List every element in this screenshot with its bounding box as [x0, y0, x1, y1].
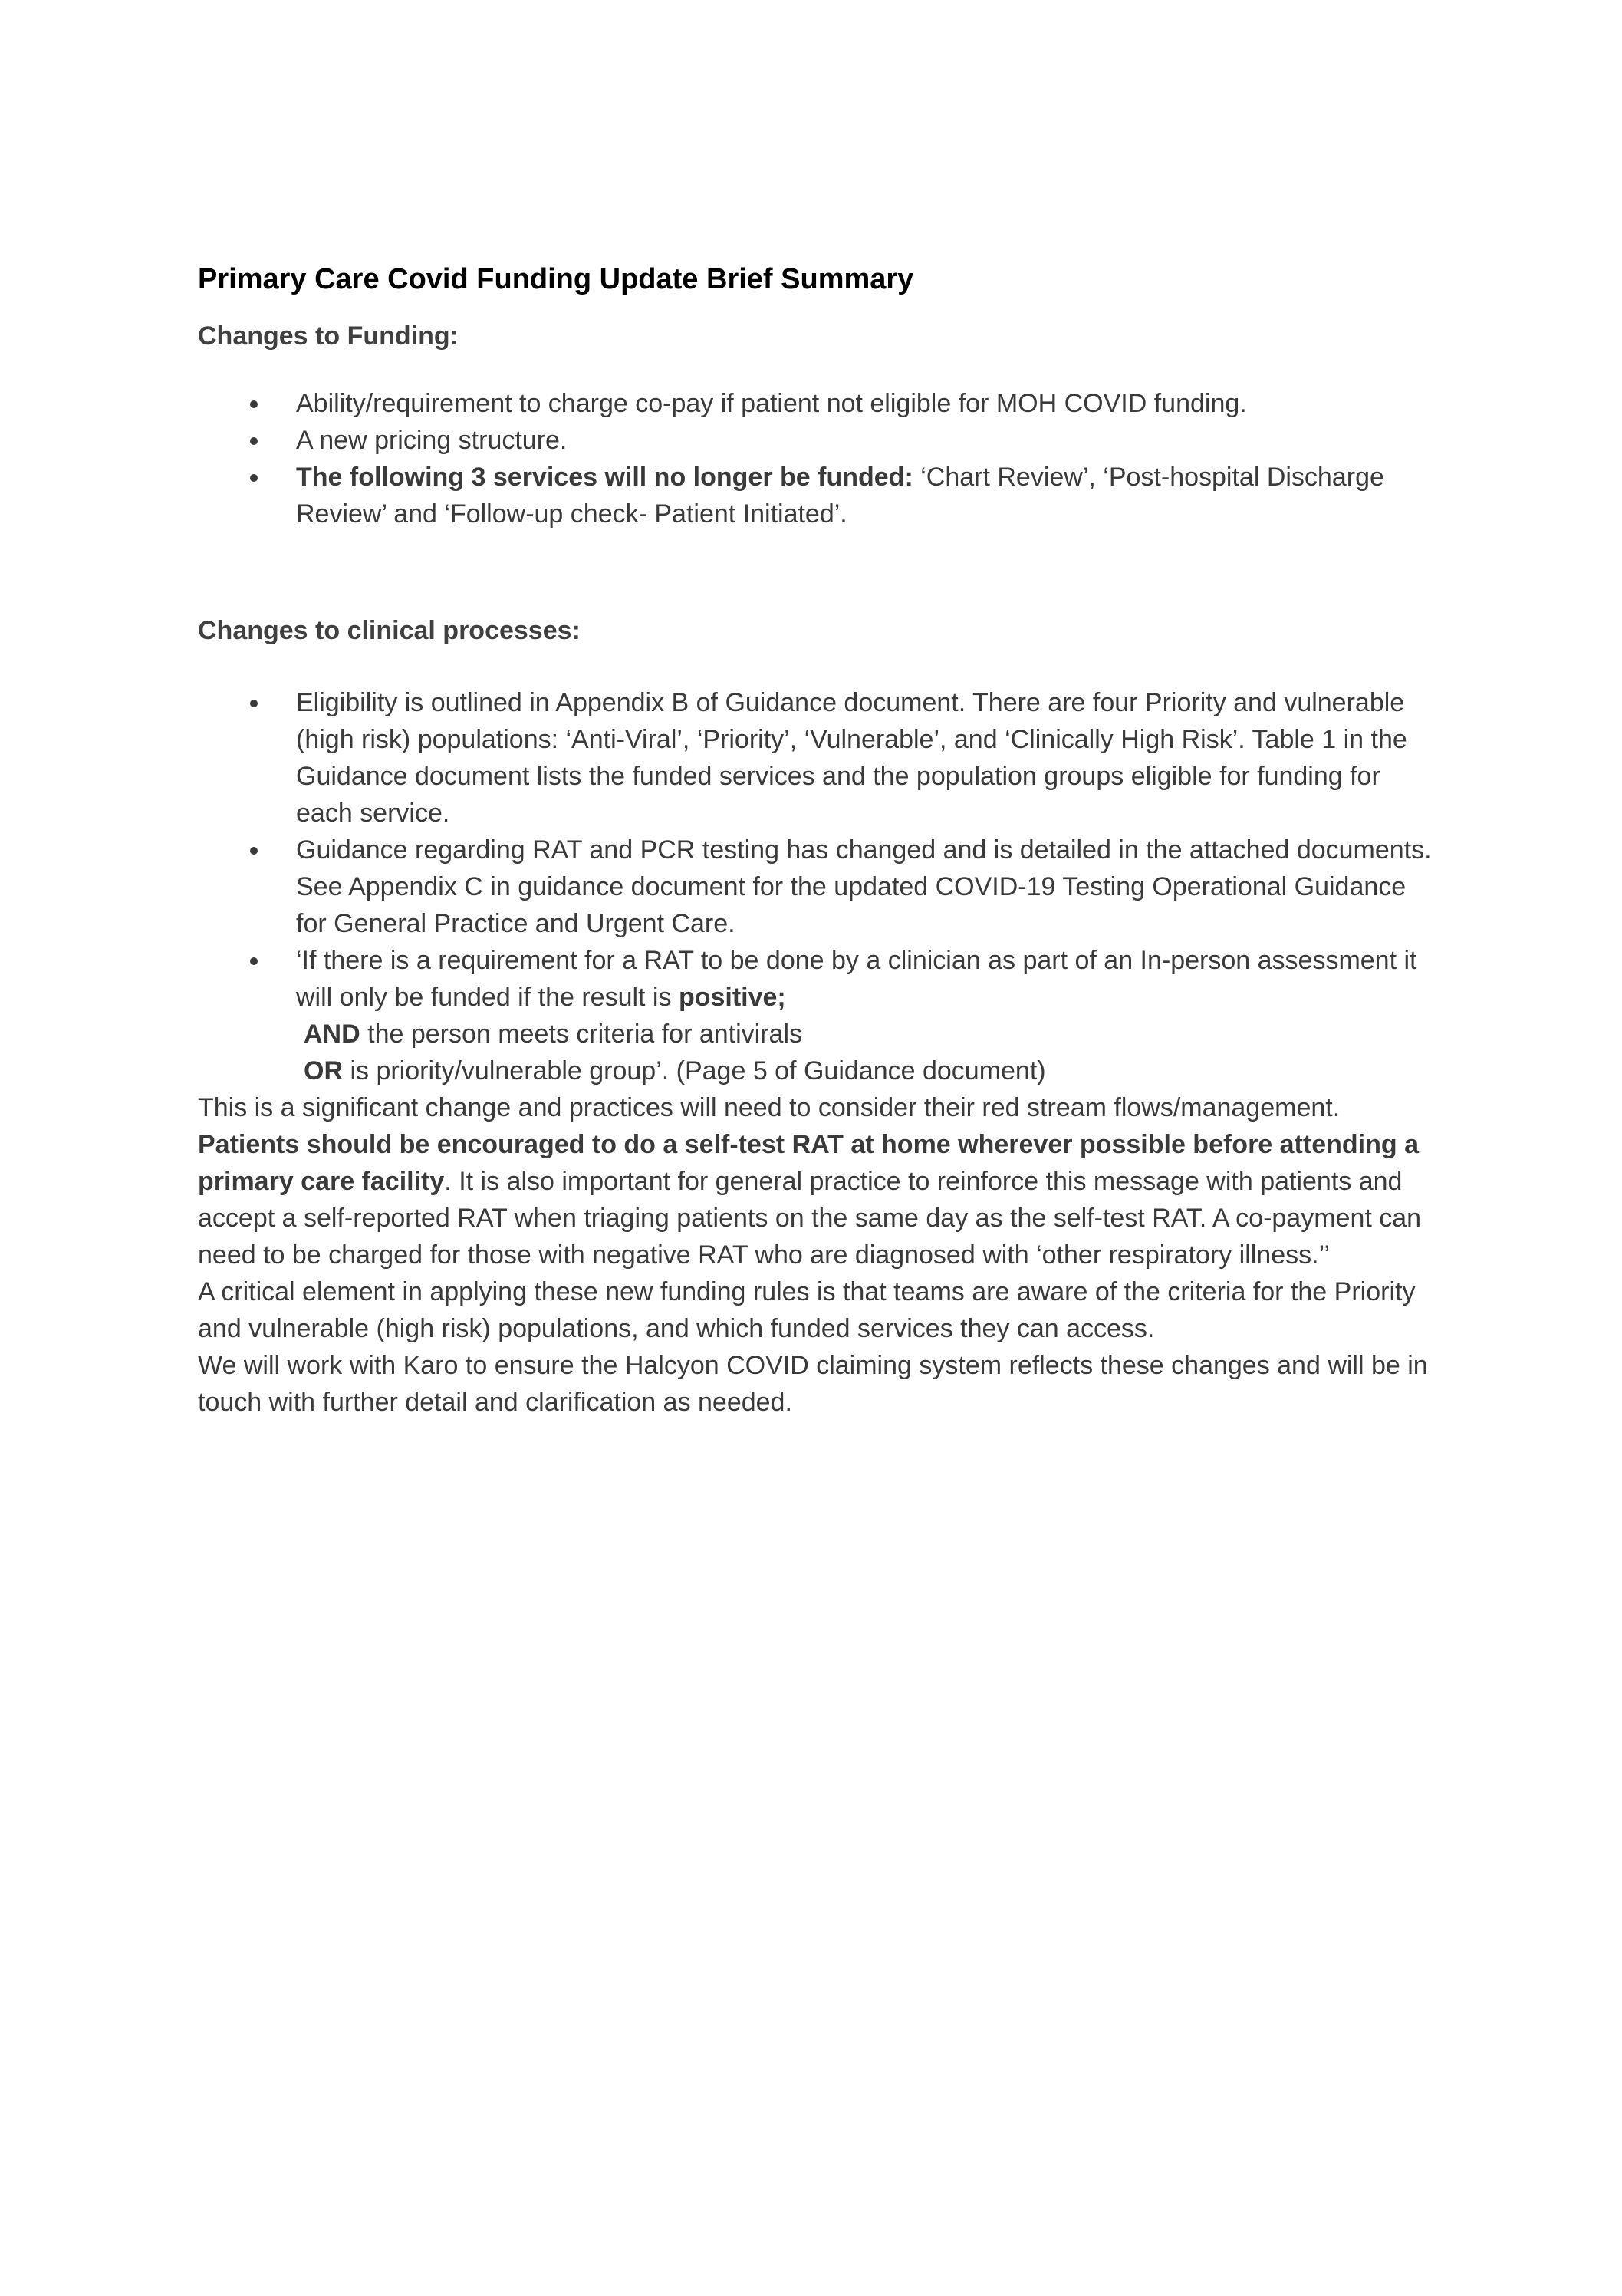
clinical-item-rat-or-line: [296, 1052, 1440, 1089]
clinical-item-rat-and-text: the person meets criteria for antivirals: [360, 1020, 803, 1049]
clinical-item-testing: Guidance regarding RAT and PCR testing has changed and is detailed in the attached documents. See Appendix C in guidance document for the updated COVID-19 Testing Operational Guidance for General Practice and Urgent Care.: [296, 835, 1432, 938]
paragraph-significant-change: This is a significant change and practices will need to consider their red stream flows/management.: [198, 1093, 1341, 1122]
clinical-changes-list: [198, 684, 1440, 1089]
paragraph-critical-element: A critical element in applying these new funding rules is that teams are aware of the criteria for the Priority and vulnerable (high risk) populations, and which funded services they can access.: [198, 1277, 1416, 1343]
funding-item-pricing: A new pricing structure.: [296, 426, 568, 455]
funding-item-services-label: The following 3 services will no longer be funded:: [296, 463, 913, 492]
list-item: [296, 684, 1440, 832]
clinical-item-rat-or: OR: [304, 1056, 343, 1085]
list-item: [296, 832, 1440, 942]
list-item: [296, 459, 1440, 532]
paragraph-self-test-bold: Patients should be encouraged to do a self-test RAT at home wherever possible before attending a primary care facility: [198, 1130, 1419, 1196]
paragraph-self-test-text: . It is also important for general practice to reinforce this message with patients and accept a self-reported RAT when triaging patients on the same day as the self-test RAT. A co-payment can need to be charged for those with negative RAT who are diagnosed with ‘other respiratory illness.’’: [198, 1167, 1422, 1270]
clinical-item-rat-positive: positive;: [678, 983, 786, 1012]
list-item: [296, 942, 1440, 1089]
funding-item-copay: Ability/requirement to charge co-pay if patient not eligible for MOH COVID funding.: [296, 389, 1247, 418]
list-item: [296, 385, 1440, 422]
clinical-item-rat-and: AND: [304, 1020, 360, 1049]
clinical-item-rat-text: ‘If there is a requirement for a RAT to be done by a clinician as part of an In-person assessment it will only be funded if the result is: [296, 946, 1417, 1012]
funding-item-services-text: ‘Chart Review’, ‘Post-hospital Discharge Review’ and ‘Follow-up check- Patient Initiated’.: [296, 463, 1384, 529]
document-body: [198, 258, 1440, 1421]
paragraph-karo: We will work with Karo to ensure the Halcyon COVID claiming system reflects these changes and will be in touch with further detail and clarification as needed.: [198, 1351, 1428, 1417]
funding-changes-list: [198, 385, 1440, 532]
clinical-item-rat-and-line: [296, 1016, 1440, 1052]
document-title: Primary Care Covid Funding Update Brief Summary: [198, 263, 914, 295]
clinical-section-heading: Changes to clinical processes:: [198, 616, 581, 645]
list-item: [296, 422, 1440, 459]
clinical-item-eligibility: Eligibility is outlined in Appendix B of Guidance document. There are four Priority and vulnerable (high risk) populations: ‘Anti-Viral’, ‘Priority’, ‘Vulnerable’, and ‘Clinically High Risk’. Table 1 in the Guidance document lists the funded services and the population groups eligible for funding for each service.: [296, 688, 1407, 828]
clinical-item-rat-or-text: is priority/vulnerable group’. (Page 5 of Guidance document): [343, 1056, 1046, 1085]
funding-section-heading: Changes to Funding:: [198, 321, 459, 351]
paragraph-self-test: [198, 1126, 1440, 1273]
